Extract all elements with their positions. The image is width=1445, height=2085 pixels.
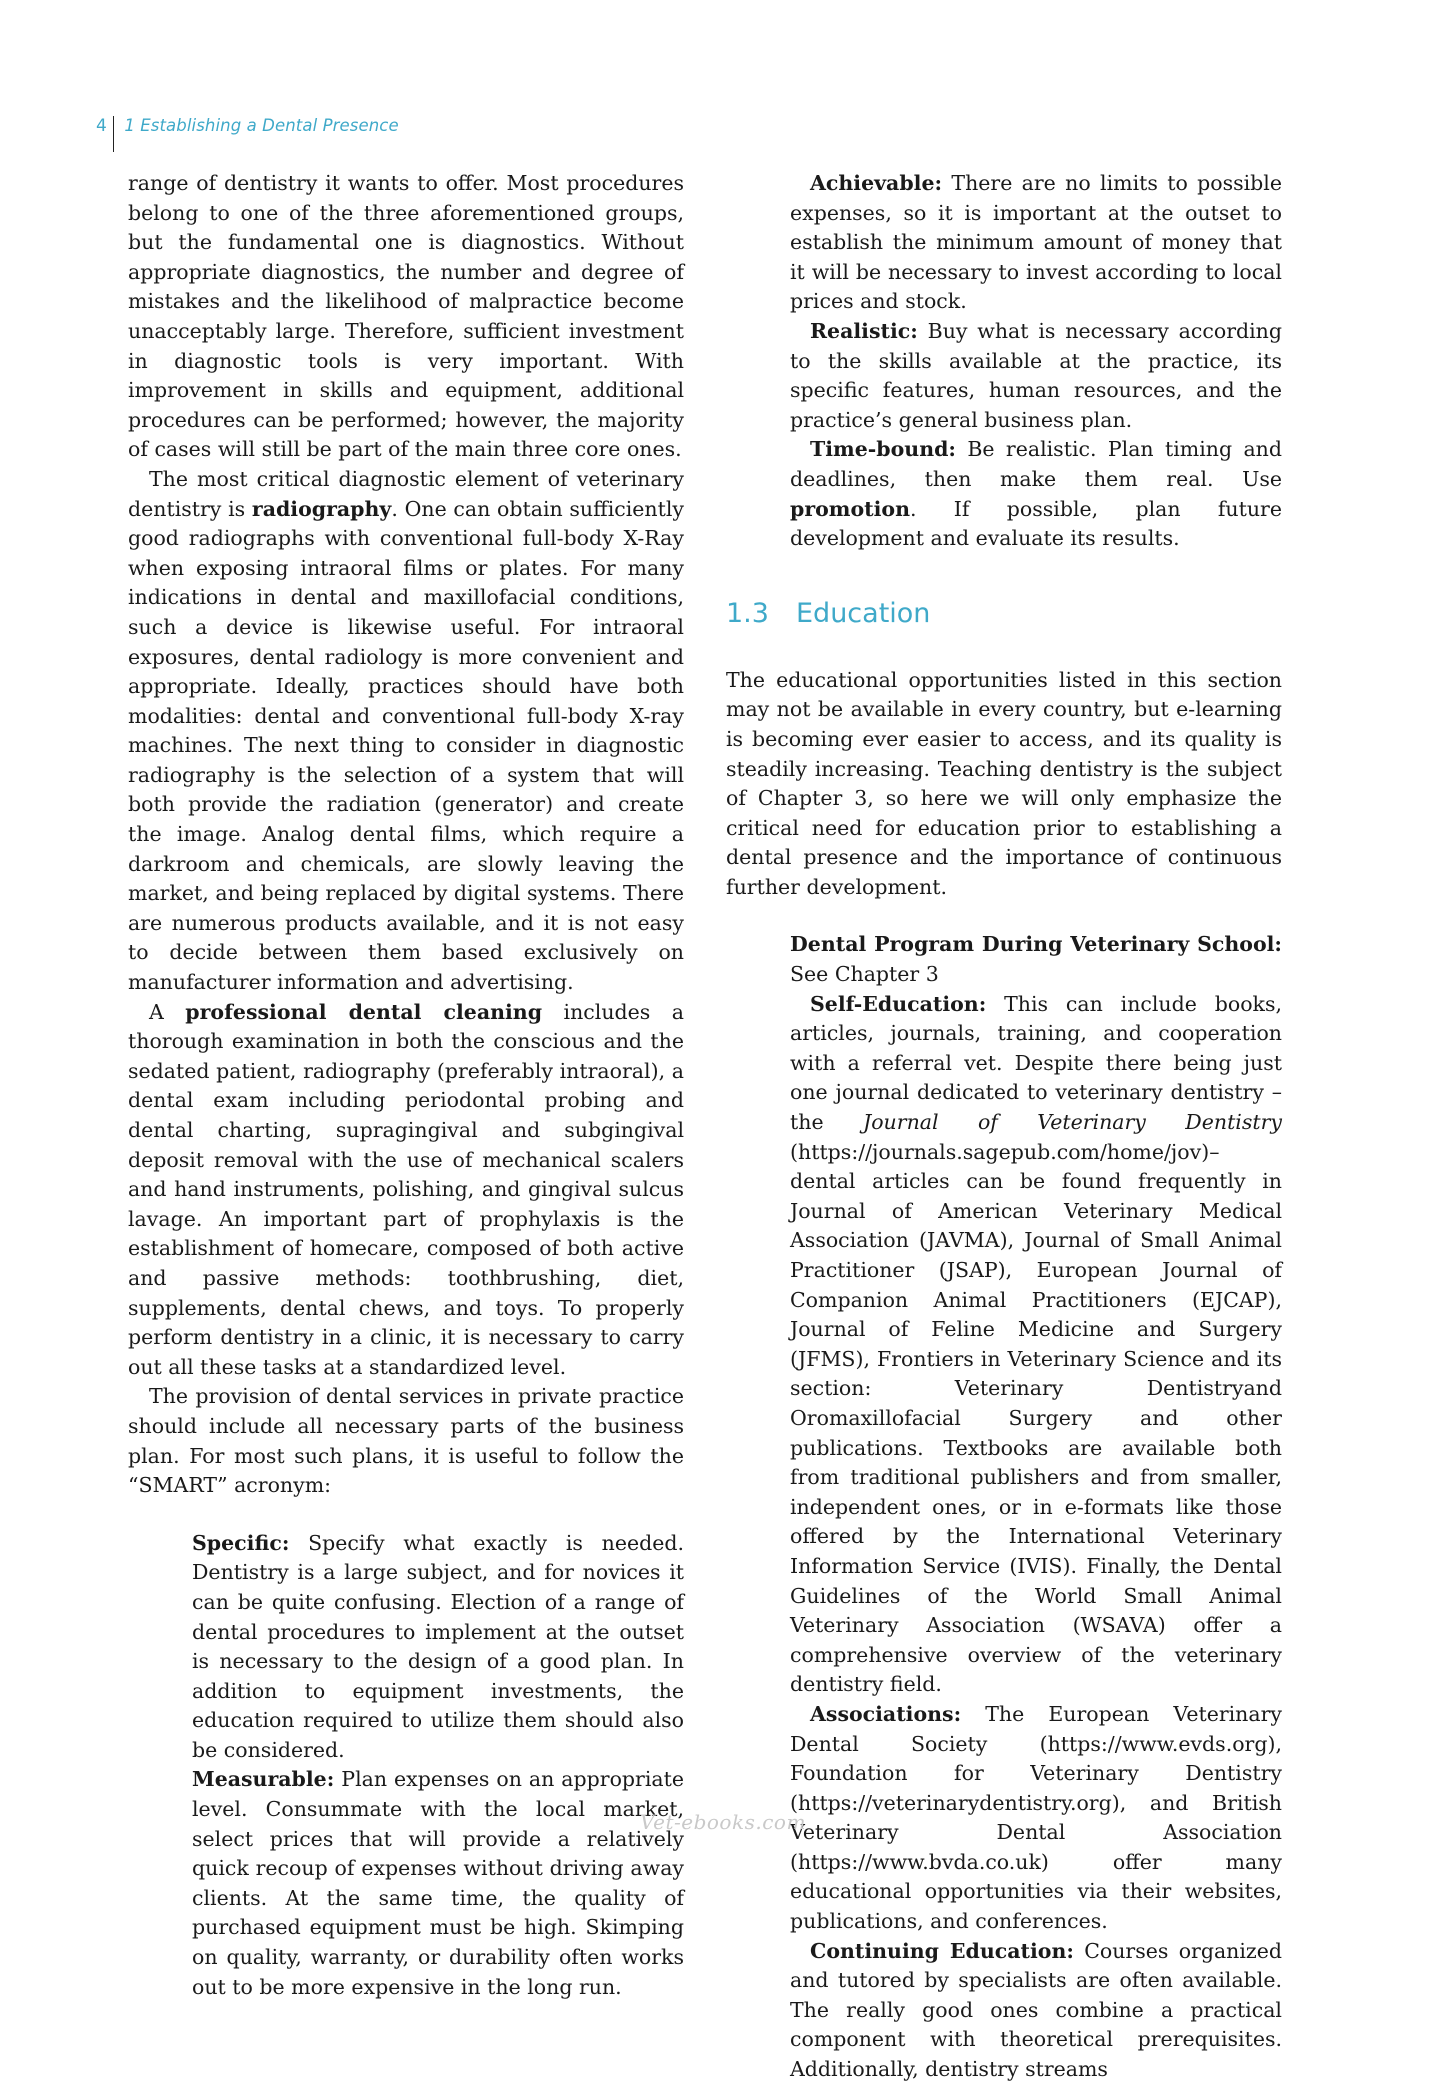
term-professional-cleaning: professional dental cleaning: [185, 999, 543, 1024]
paragraph-smart-intro: The provision of dental services in private practice should include all necessary parts of the business plan. For most such plans, it is useful to follow the “SMART” acronym:: [128, 1384, 684, 1498]
paragraph-radiography: The most critical diagnostic element of veterinary dentistry is radiography. One can obtain sufficiently good radiographs with conventional full-body X-Ray when exposing intraoral films or plates. For many indications in dental and maxillofacial conditions, such a device is likewise useful. For intraoral exposures, dental radiology is more convenient and appropriate. Ideally, practices should have both modalities: dental and conventional full-body X-ray machines. The next thing to consider in diagnostic radiography is the selection of a system that will both provide the radiation (generator) and create the image. Analog dental films, which require a darkroom and chemicals, are slowly leaving the market, and being replaced by digital systems. There are numerous products available, and it is not easy to decide between them based exclusively on manufacturer information and advertising.: [128, 466, 684, 995]
paragraph-cleaning: A professional dental cleaning includes a thorough examination in both the conscious and the sedated patient, radiography (preferably intraoral), a dental exam including periodontal probing and dental charting, supragingival and subgingival deposit removal with the use of mechanical scalers and hand instruments, polishing, and gingival sulcus lavage. An important part of prophylaxis is the establishment of homecare, composed of both active and passive methods: toothbrushing, diet, supplements, dental chews, and toys. To properly perform dentistry in a clinic, it is necessary to carry out all these tasks at a standardized level.: [128, 999, 685, 1379]
term-promotion: promotion: [790, 496, 911, 521]
watermark-logo: Vet-ebooks.com: [640, 1810, 806, 1834]
section-number: 1.3: [726, 597, 769, 629]
education-list: [726, 930, 1282, 2084]
paragraph-education-intro: The educational opportunities listed in this section may not be available in every country, but e-learning is becoming ever easier to access, and its quality is steadily increasing. Teaching dentistry is the subject of Chapter 3, so here we will only emphasize the critical need for education prior to establishing a dental presence and the importance of continuous further development.: [726, 667, 1282, 899]
smart-realistic: Realistic: Buy what is necessary according to the skills available at the practice, its specific features, human resources, and the practice’s general business plan.: [790, 318, 1282, 432]
smart-specific: Specific: Specify what exactly is needed. Dentistry is a large subject, and for novices it can be quite confusing. Election of a range of dental procedures to implement at the outset is necessary to the design of a good plan. In addition to equipment investments, the education required to utilize them should also be considered.: [192, 1530, 684, 1762]
smart-achievable: Achievable: There are no limits to possible expenses, so it is important at the outset to establish the minimum amount of money that it will be necessary to invest according to local prices and stock.: [790, 171, 1282, 314]
running-title: 1 Establishing a Dental Presence: [124, 116, 399, 135]
item-associations: Associations: The European Veterinary Dental Society (https://www.evds.org), Foundation for Veterinary Dentistry (https://veterinarydentistry.org), and British Veterinary Dental Association (https://www.bvda.co.uk) offer many educational opportunities via their websites, publications, and conferences.: [790, 1701, 1282, 1934]
right-column: [726, 169, 1282, 2085]
item-dental-program: Dental Program During Veterinary School: See Chapter 3: [790, 932, 1282, 987]
paragraph-diagnostics: range of dentistry it wants to offer. Most procedures belong to one of the three aforementioned groups, but the fundamental one is diagnostics. Without appropriate diagnostics, the number and degree of mistakes and the likelihood of malpractice become unacceptably large. Therefore, sufficient investment in diagnostic tools is very important. With improvement in skills and equipment, additional procedures can be performed; however, the majority of cases will still be part of the main three core ones.: [128, 171, 684, 462]
term-radiography: radiography: [251, 496, 392, 521]
item-self-education: Self-Education: This can include books, articles, journals, training, and cooperation with a referral vet. Despite there being just one journal dedicated to veterinary dentistry – the Journal of Veterinary Dentistry (https://journals.sagepub.com/home/jov)– dental articles can be found frequently in Journal of American Veterinary Medical Association (JAVMA), Journal of Small Animal Practitioner (JSAP), European Journal of Companion Animal Practitioners (EJCAP), Journal of Feline Medicine and Surgery (JFMS), Frontiers in Veterinary Science and its section: Veterinary Dentistryand Oromaxillofacial Surgery and other publications. Textbooks are available both from traditional publishers and from smaller, independent ones, or in e-formats like those offered by the International Veterinary Information Service (IVIS). Finally, the Dental Guidelines of the World Small Animal Veterinary Association (WSAVA) offer a comprehensive overview of the veterinary dentistry field.: [790, 991, 1283, 1697]
section-heading: [726, 598, 1282, 630]
item-continuing-education: Continuing Education: Courses organized and tutored by specialists are often available. The really good ones combine a practical component with theoretical prerequisites. Additionally, dentistry streams: [790, 1938, 1282, 2082]
smart-measurable: Measurable: Plan expenses on an appropriate level. Consummate with the local market, select prices that will provide a relatively quick recoup of expenses without driving away clients. At the same time, the quality of purchased equipment must be high. Skimping on quality, warranty, or durability often works out to be more expensive in the long run.: [192, 1767, 684, 1999]
left-column: [128, 169, 684, 2002]
running-header: [96, 116, 399, 152]
smart-list-right: [726, 169, 1282, 554]
smart-time-bound: Time-bound: Be realistic. Plan timing and deadlines, then make them real. Use promotion. If possible, plan future development and evaluate its results.: [790, 437, 1282, 551]
smart-list-left: [128, 1529, 684, 2003]
section-title: Education: [796, 597, 931, 629]
page-number: 4: [96, 116, 107, 136]
header-divider: [113, 116, 115, 152]
